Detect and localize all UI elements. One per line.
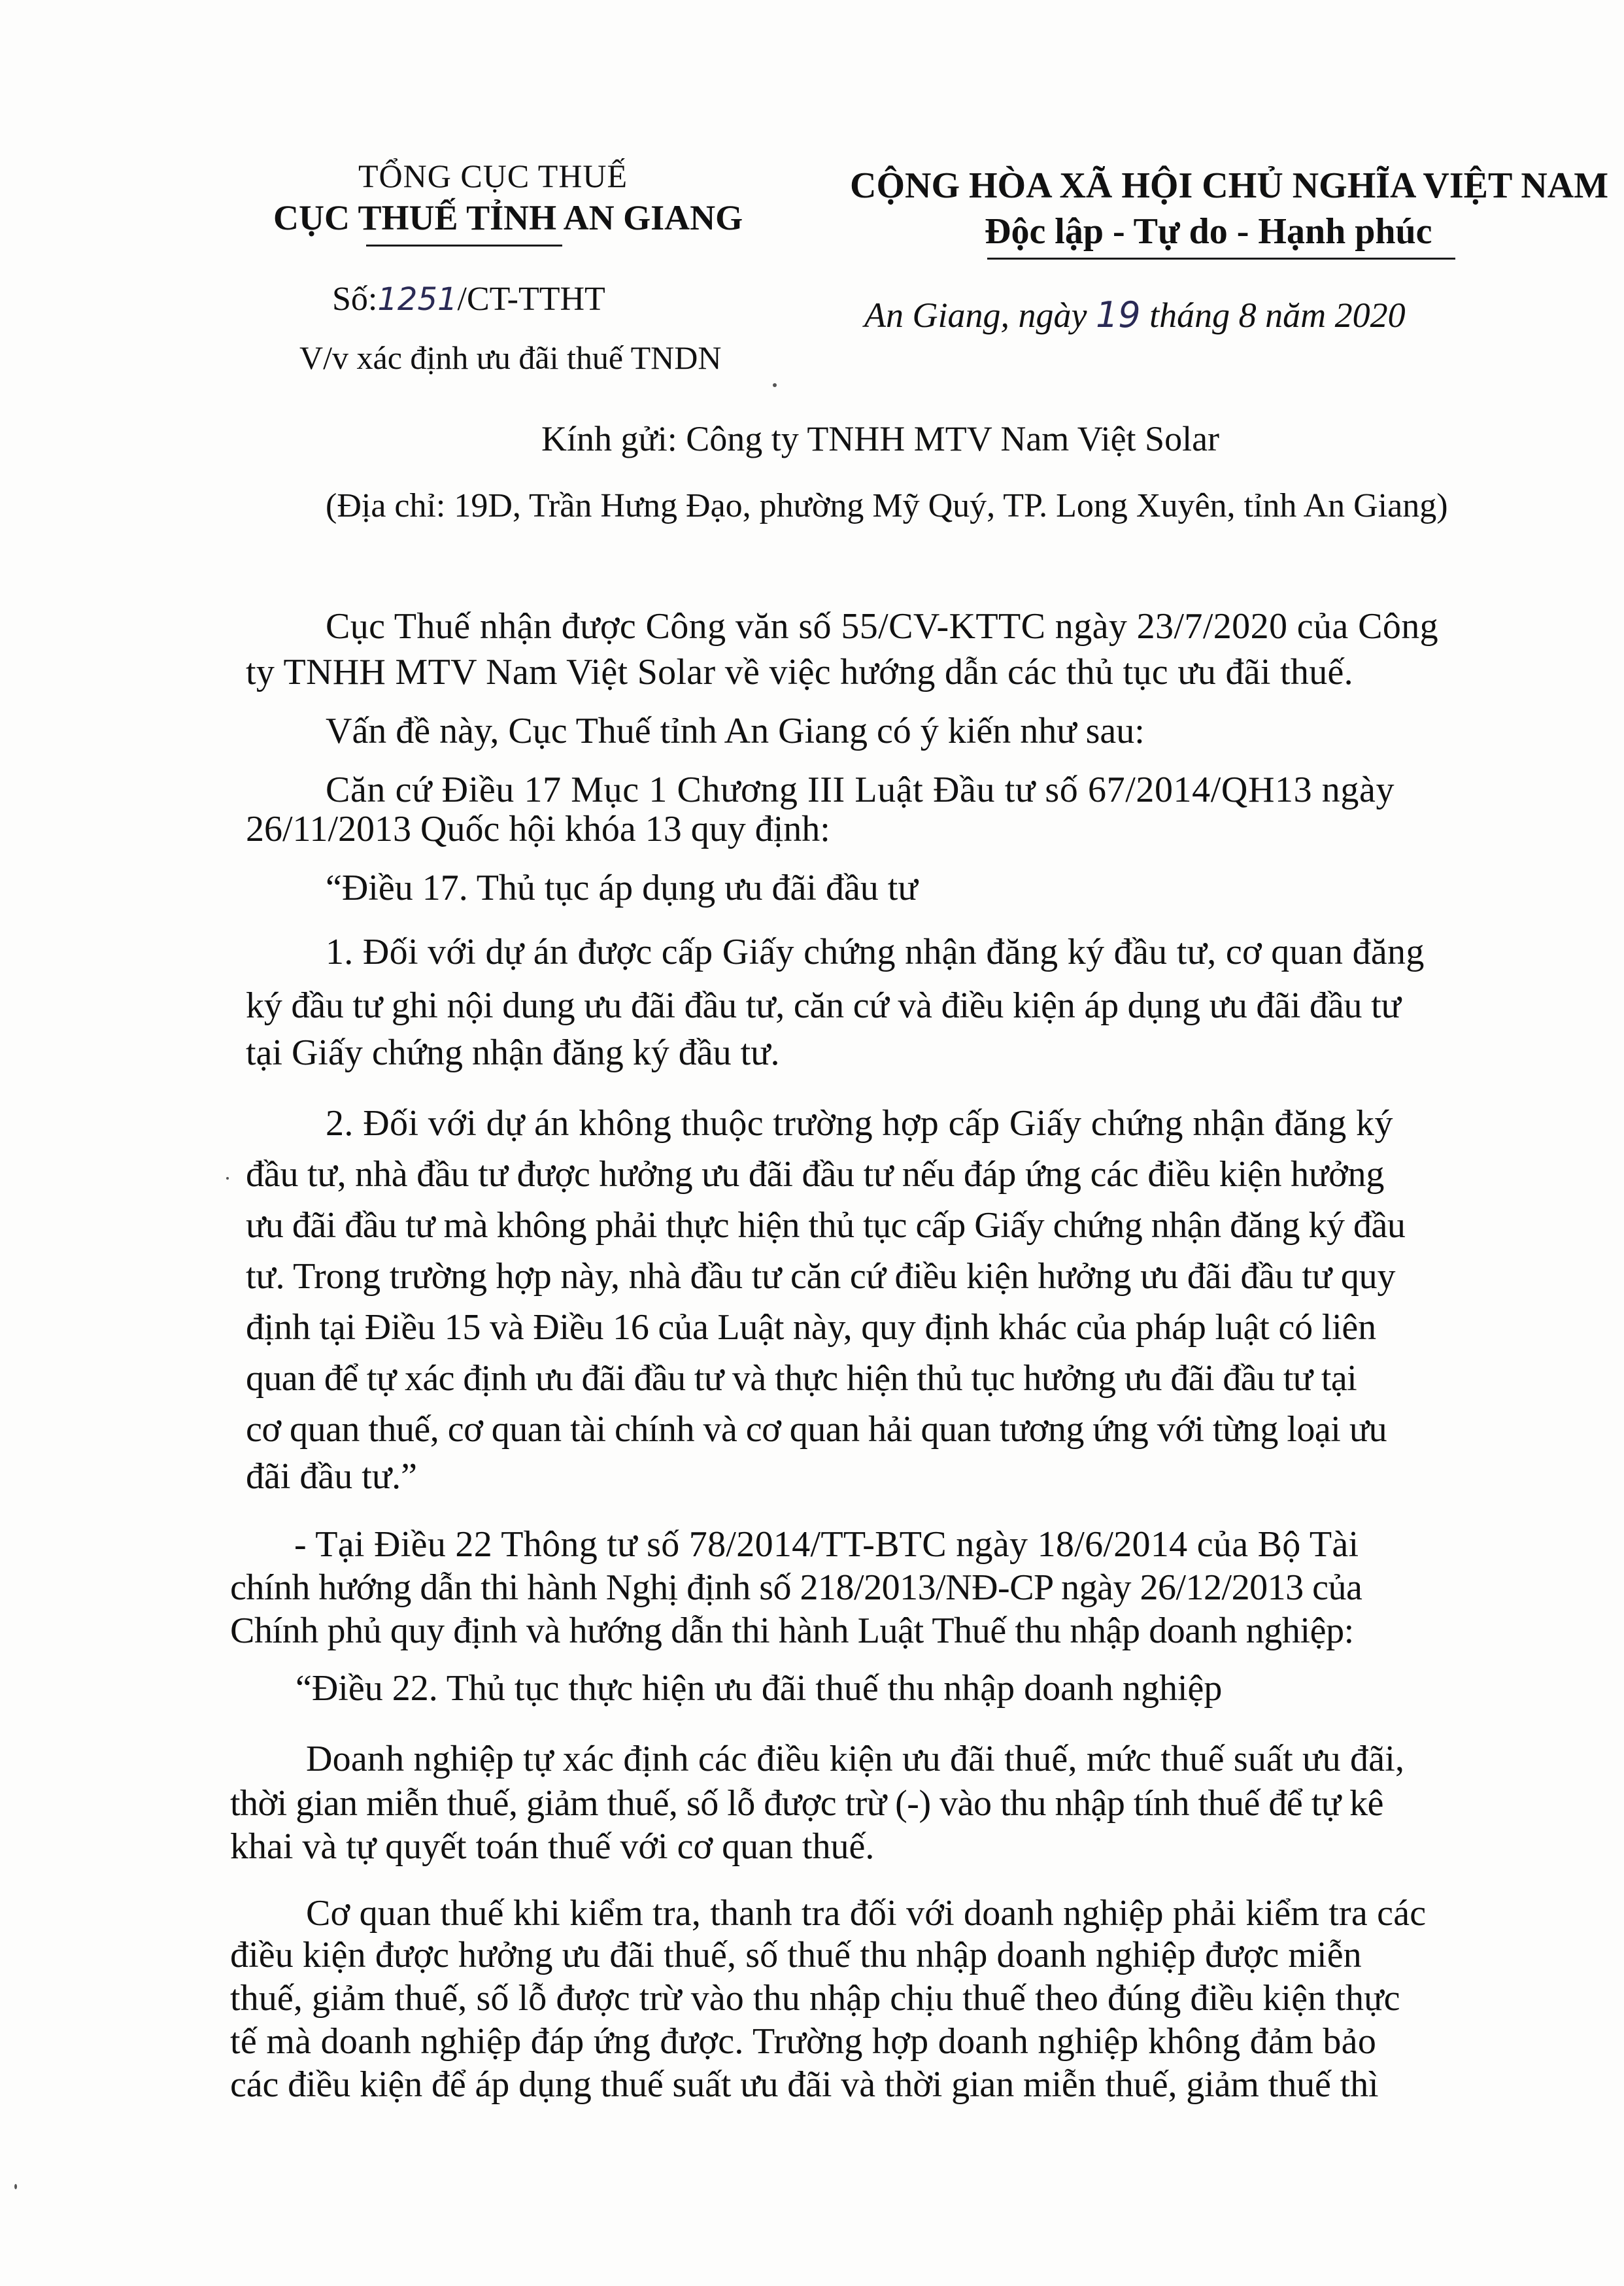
body-line: tại Giấy chứng nhận đăng ký đầu tư. [246,1032,780,1073]
body-line: đãi đầu tư.” [246,1456,418,1497]
doc-subject: V/v xác định ưu đãi thuế TNDN [299,339,722,376]
body-line: “Điều 22. Thủ tục thực hiện ưu đãi thuế thu nhập doanh nghiệp [296,1668,1223,1709]
org-name: CỤC THUẾ TỈNH AN GIANG [273,198,743,237]
body-line: Doanh nghiệp tự xác định các điều kiện ưu đãi thuế, mức thuế suất ưu đãi, [306,1739,1405,1779]
body-line: đầu tư, nhà đầu tư được hưởng ưu đãi đầu tư nếu đáp ứng các điều kiện hưởng [246,1154,1385,1195]
body-line: tư. Trong trường hợp này, nhà đầu tư căn cứ điều kiện hưởng ưu đãi đầu tư quy [246,1256,1396,1297]
body-line: “Điều 17. Thủ tục áp dụng ưu đãi đầu tư [326,868,918,908]
body-line: định tại Điều 15 và Điều 16 của Luật này, quy định khác của pháp luật có liên [246,1307,1376,1348]
scan-speck [14,2184,17,2189]
motto-underline [987,258,1455,260]
body-line: 1. Đối với dự án được cấp Giấy chứng nhận đăng ký đầu tư, cơ quan đăng [326,932,1425,972]
recipient-line: Kính gửi: Công ty TNHH MTV Nam Việt Solar [541,419,1220,458]
scan-speck [773,383,777,387]
body-line: cơ quan thuế, cơ quan tài chính và cơ quan hải quan tương ứng với từng loại ưu [246,1409,1387,1450]
body-line: Cơ quan thuế khi kiểm tra, thanh tra đối với doanh nghiệp phải kiểm tra các [306,1893,1427,1934]
date-line [864,294,1406,335]
body-line: ưu đãi đầu tư mà không phải thực hiện thủ tục cấp Giấy chứng nhận đăng ký đầu [246,1205,1406,1246]
body-line: Cục Thuế nhận được Công văn số 55/CV-KTTC ngày 23/7/2020 của Công [326,606,1439,647]
body-line: điều kiện được hưởng ưu đãi thuế, số thuế thu nhập doanh nghiệp được miễn [230,1935,1362,1975]
body-line: thuế, giảm thuế, số lỗ được trừ vào thu nhập chịu thuế theo đúng điều kiện thực [230,1978,1400,2019]
body-line: - Tại Điều 22 Thông tư số 78/2014/TT-BTC ngày 18/6/2014 của Bộ Tài [294,1524,1359,1565]
date-day-handwritten: 19 [1095,294,1141,335]
doc-number-prefix: Số: [332,281,378,318]
date-suffix: tháng 8 năm 2020 [1149,296,1406,335]
body-line: ký đầu tư ghi nội dung ưu đãi đầu tư, căn cứ và điều kiện áp dụng ưu đãi đầu tư [246,985,1401,1026]
body-line: các điều kiện để áp dụng thuế suất ưu đãi và thời gian miễn thuế, giảm thuế thì [230,2064,1379,2105]
recipient-address: (Địa chỉ: 19D, Trần Hưng Đạo, phường Mỹ Quý, TP. Long Xuyên, tỉnh An Giang) [326,487,1448,524]
body-line: Chính phủ quy định và hướng dẫn thi hành Luật Thuế thu nhập doanh nghiệp: [230,1611,1354,1651]
doc-number-handwritten: 1251 [377,281,458,318]
org-underline [366,245,562,247]
body-line: khai và tự quyết toán thuế với cơ quan thuế. [230,1826,875,1867]
body-line: Vấn đề này, Cục Thuế tỉnh An Giang có ý kiến như sau: [326,711,1145,751]
body-line: ty TNHH MTV Nam Việt Solar về việc hướng dẫn các thủ tục ưu đãi thuế. [246,652,1353,692]
body-line: 26/11/2013 Quốc hội khóa 13 quy định: [246,809,830,849]
doc-number [332,280,605,318]
nation-motto: Độc lập - Tự do - Hạnh phúc [985,211,1432,252]
body-line: 2. Đối với dự án không thuộc trường hợp cấp Giấy chứng nhận đăng ký [326,1103,1393,1144]
doc-number-suffix: /CT-TTHT [457,281,605,318]
scan-speck [226,1177,229,1180]
nation-title: CỘNG HÒA XÃ HỘI CHỦ NGHĨA VIỆT NAM [850,165,1609,206]
org-parent: TỔNG CỤC THUẾ [358,158,628,194]
body-line: quan để tự xác định ưu đãi đầu tư và thực hiện thủ tục hưởng ưu đãi đầu tư tại [246,1358,1357,1399]
date-prefix: An Giang, ngày [864,296,1087,335]
body-line: chính hướng dẫn thi hành Nghị định số 218/2013/NĐ-CP ngày 26/12/2013 của [230,1567,1362,1608]
body-line: tế mà doanh nghiệp đáp ứng được. Trường hợp doanh nghiệp không đảm bảo [230,2021,1377,2062]
body-line: Căn cứ Điều 17 Mục 1 Chương III Luật Đầu tư số 67/2014/QH13 ngày [326,770,1395,810]
body-line: thời gian miễn thuế, giảm thuế, số lỗ được trừ (-) vào thu nhập tính thuế để tự kê [230,1783,1384,1824]
